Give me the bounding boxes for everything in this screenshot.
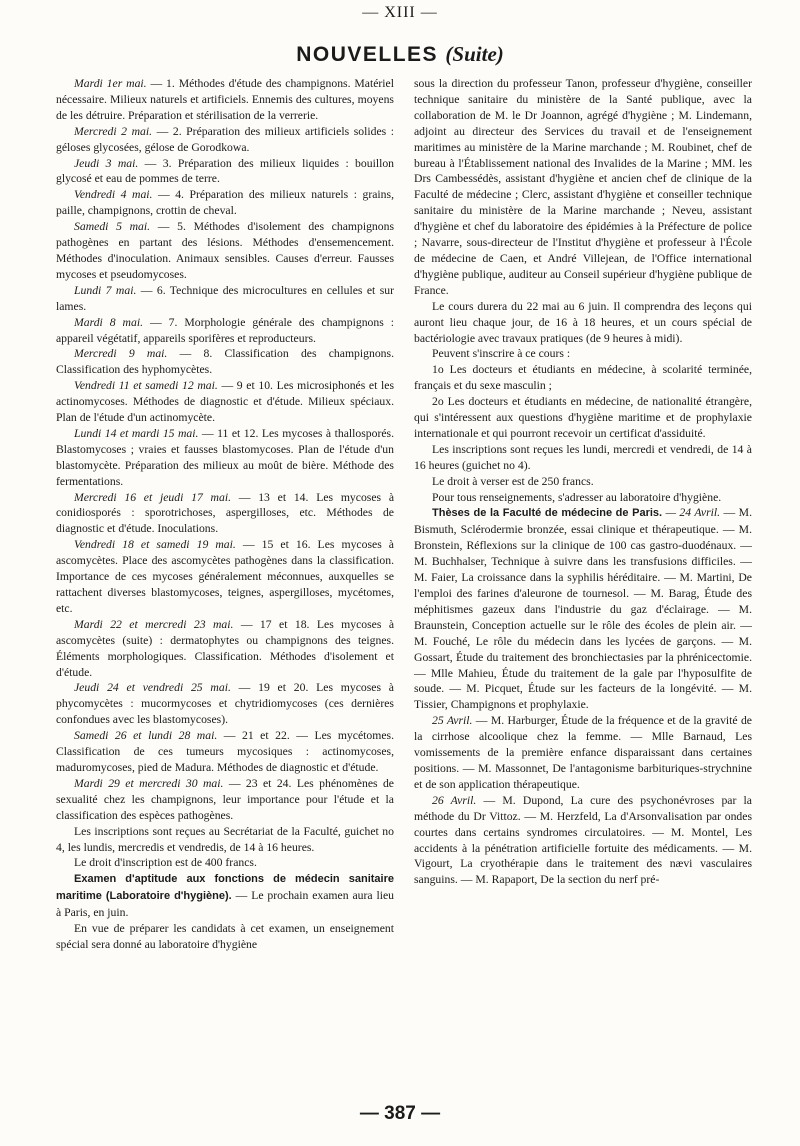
date-label: — 24 Avril.	[662, 506, 721, 520]
page-title	[0, 42, 800, 67]
paragraph-text: En vue de préparer les candidats à cet examen, un enseignement spécial sera donné au laboratoire d'hygiène	[56, 922, 394, 951]
paragraph-text: Le droit d'inscription est de 400 francs.	[74, 856, 257, 870]
date-label: Samedi 5 mai.	[74, 220, 151, 234]
title-suffix: (Suite)	[445, 42, 504, 66]
date-label: Vendredi 18 et samedi 19 mai.	[74, 538, 236, 552]
paragraph	[56, 776, 394, 824]
title-main: NOUVELLES	[296, 43, 439, 66]
date-label: 26 Avril.	[432, 793, 477, 807]
paragraph-text: — M. Bismuth, Sclérodermie bronzée, essai clinique et thérapeutique. — M. Bronstein, Réflexions sur la clinique de 100 cas gastro-duodénaux. — M. Buchhalser, Technique à suivre dans les transfusions difficiles. — M. Faier, La croissance dans la syphilis héréditaire. — M. Martini, De l'emploi des farines d'aleurone de tournesol. — M. Barag, Étude des méphitismes gazeux dans l'industrie du gaz d'éclairage. — M. Braunstein, Conception actuelle sur le rôle des écoles de plein air. — M. Fouché, Le rôle du médecin dans les lycées de garçons. — M. Gossart, Étude du traitement des bronchiectasies par la phrénicectomie. — Mlle Mahieu, Étude du traitement de la gale par l'hyposulfite de soude. — M. Picquet, Étude sur les facteurs de la longévité. — M. Tissier, Champignons et prophylaxie.	[414, 506, 752, 712]
paragraph-text: — 17 et 18. Les mycoses à ascomycètes (suite) : dermatophytes ou champignons des teignes. Éléments morphologiques. Classification. Méthodes d'isolement et d'étude.	[56, 617, 395, 679]
date-label: Mardi 8 mai.	[74, 315, 144, 329]
paragraph	[56, 156, 394, 188]
paragraph-text: — M. Harburger, Étude de la fréquence et de la gravité de la cirrhose alcoolique chez la femme. — Mlle Barnaud, Les vomissements de la première enfance disparaissant dans certaines positions. — M. Massonnet, De l'antagonisme barbituriques-strychnine et de son application thérapeutique.	[414, 714, 752, 791]
paragraph	[56, 490, 394, 538]
date-label: Mercredi 2 mai.	[74, 124, 153, 138]
right-column	[414, 76, 752, 888]
paragraph-text: — 4. Préparation des milieux naturels : grains, paille, champignons, crottin de cheval.	[56, 188, 394, 218]
paragraph	[56, 219, 394, 283]
paragraph	[414, 713, 752, 793]
paragraph	[56, 537, 394, 617]
paragraph	[56, 921, 394, 953]
paragraph	[56, 855, 394, 871]
date-label: Vendredi 4 mai.	[74, 188, 153, 202]
paragraph	[56, 76, 394, 124]
date-label: Vendredi 11 et samedi 12 mai.	[74, 379, 218, 393]
date-label: Mercredi 9 mai.	[74, 347, 168, 361]
paragraph	[414, 346, 752, 362]
paragraph	[414, 442, 752, 474]
paragraph-text: — 5. Méthodes d'isolement des champignons pathogènes en partant des lésions. Méthodes d'ensemencement. Méthodes d'inoculation. Animaux sensibles. Causes d'erreur. Fausses mycoses et pseudomycoses.	[56, 220, 395, 281]
paragraph	[414, 490, 752, 506]
paragraph-text: Les inscriptions sont reçues les lundi, mercredi et vendredi, de 14 à 16 heures (guichet no 4).	[414, 442, 752, 472]
paragraph	[56, 346, 394, 378]
date-label: Jeudi 24 et vendredi 25 mai.	[74, 681, 231, 695]
date-label: Mardi 1er mai.	[74, 77, 147, 90]
date-label: Samedi 26 et lundi 28 mai.	[74, 729, 218, 743]
date-label: Jeudi 3 mai.	[74, 156, 139, 170]
paragraph-text: — 15 et 16. Les mycoses à ascomycètes. Place des ascomycètes pathogènes dans la classification. Importance de ces mycoses généralement méconnues, auxquelles se rattachent diverses blastomycoses, teignes, aspergilloses, mycétomes, etc.	[56, 538, 394, 615]
paragraph-text: Pour tous renseignements, s'adresser au laboratoire d'hygiène.	[432, 490, 722, 504]
paragraph-text: 1o Les docteurs et étudiants en médecine, à scolarité terminée, français et du sexe masculin ;	[414, 363, 752, 393]
paragraph-text: Les inscriptions sont reçues au Secrétariat de la Faculté, guichet no 4, les lundis, mercredis et vendredis, de 14 à 16 heures.	[56, 824, 394, 854]
paragraph-text: Le cours durera du 22 mai au 6 juin. Il comprendra des leçons qui auront lieu chaque jour, de 16 à 18 heures, et un cours spécial de bactériologie avec travaux pratiques (de 9 heures à midi).	[414, 299, 752, 345]
paragraph	[56, 728, 394, 776]
paragraph	[56, 426, 394, 490]
date-label: Lundi 7 mai.	[74, 283, 137, 297]
paragraph	[56, 187, 394, 219]
paragraph-text: — 13 et 14. Les mycoses à conidiosporés : sporotrichoses, aspergilloses, etc. Méthodes de diagnostic et d'étude. Inoculations.	[56, 490, 395, 536]
paragraph	[56, 283, 394, 315]
paragraph-text: — 6. Technique des microcultures en cellules et sur lames.	[56, 283, 394, 313]
paragraph	[56, 871, 394, 921]
paragraph-text: Le droit à verser est de 250 francs.	[432, 474, 594, 488]
paragraph	[56, 824, 394, 856]
bold-heading: Examen d'aptitude aux fonctions de médecin sanitaire maritime (Laboratoire d'hygiène).	[56, 873, 394, 903]
paragraph-text: — 23 et 24. Les phénomènes de sexualité chez les champignons, leur importance pour l'étude et la classification des espèces pathogènes.	[56, 776, 394, 822]
paragraph-text: sous la direction du professeur Tanon, professeur d'hygiène, conseiller technique sanitaire du ministère de la Santé publique, avec la collaboration de M. le Dr Joannon, agrégé d'hygiène ; M. Lindemann, adjoint au directeur des Services du travail et de l'enseignement maritimes au ministère de la Marine marchande ; M. Roubinet, chef de bureau à l'Établissement national des Invalides de la Marine ; MM. les Drs Cambessédès, assistant d'hygiène et ancien chef de clinique de la Faculté de médecine ; Clerc, assistant d'hygiène et conseiller technique sanitaire du ministère de la Marine marchande ; Neveu, assistant d'hygiène et chef du laboratoire des épidémies à la Préfecture de police ; Navarre, sous-directeur de l'Institut d'hygiène et professeur à l'École de médecine de Caen, et André Villejean, de l'Office international d'hygiène publique, auditeur au Conseil supérieur d'hygiène publique de France.	[414, 77, 752, 297]
paragraph	[56, 680, 394, 728]
date-label: Mardi 29 et mercredi 30 mai.	[74, 776, 224, 790]
paragraph-text: Peuvent s'inscrire à ce cours :	[432, 347, 571, 361]
date-label: 25 Avril.	[432, 714, 473, 728]
roman-folio: — XIII —	[362, 4, 438, 21]
paragraph	[56, 617, 394, 681]
paragraph	[414, 793, 752, 888]
paragraph-text: — 7. Morphologie générale des champignons : appareil végétatif, appareils sporifères et reproducteurs.	[56, 315, 394, 345]
paragraph	[414, 299, 752, 347]
page-number: — 387 —	[359, 1103, 441, 1124]
paragraph-text: — 8. Classification des champignons. Classification des hyphomycètes.	[56, 347, 394, 377]
paragraph-text: — 9 et 10. Les microsiphonés et les actinomycoses. Méthodes de diagnostic et d'étude. Milieux spéciaux. Plan de l'étude d'un actinomycète.	[56, 379, 394, 425]
paragraph-text: — 3. Préparation des milieux liquides : bouillon glycosé et eau de pommes de terre.	[56, 156, 395, 186]
date-label: Mardi 22 et mercredi 23 mai.	[74, 617, 234, 631]
paragraph	[414, 76, 752, 299]
paragraph	[414, 362, 752, 394]
paragraph-text: — 1. Méthodes d'étude des champignons. Matériel nécessaire. Milieux naturels et artificiels. Ennemis des cultures, moyens de les détruire. Préparation et stérilisation de la verrerie.	[56, 77, 394, 122]
paragraph	[56, 378, 394, 426]
paragraph	[414, 474, 752, 490]
bold-heading: Thèses de la Faculté de médecine de Paris.	[432, 507, 663, 520]
date-label: Mercredi 16 et jeudi 17 mai.	[74, 490, 232, 504]
paragraph-text: — 21 et 22. — Les mycétomes. Classification de ces tumeurs mycosiques : actinomycoses, maduromycoses, pied de Madura. Méthodes de diagnostic et d'étude.	[56, 729, 394, 774]
paragraph-text: — 11 et 12. Les mycoses à thallosporés. Blastomycoses ; vraies et fausses blastomycoses. Plan de l'étude d'un blastomycète. Préparation des milieux au moût de bière. Méthode des fermentations.	[56, 426, 395, 488]
paragraph	[56, 124, 394, 156]
paragraph-text: 2o Les docteurs et étudiants en médecine, de nationalité étrangère, qui s'intéressent aux questions d'hygiène maritime et de prophylaxie internationale et qui pourront recevoir un certificat d'assiduité.	[414, 395, 752, 440]
paragraph	[414, 505, 752, 713]
paragraph-text: — M. Dupond, La cure des psychonévroses par la méthode du Dr Vittoz. — M. Herzfeld, La d'Arsonvalisation par ondes courtes dans certains syndromes circulatoires. — M. Montel, Les accidents à la pénétration artificielle fortuite des médicaments. — M. Vigourt, La cryothérapie dans le traitement des nævi vasculaires sanguins. — M. Rapaport, De la section du nerf pré-	[414, 793, 752, 887]
paragraph-text: — 2. Préparation des milieux artificiels solides : géloses glycosées, gélose de Gorodkowa.	[56, 124, 394, 154]
paragraph-text: — Le prochain examen aura lieu à Paris, en juin.	[56, 889, 394, 920]
date-label: Lundi 14 et mardi 15 mai.	[74, 426, 199, 440]
left-column	[56, 76, 394, 953]
paragraph-text: — 19 et 20. Les mycoses à phycomycètes : mucormycoses et chytridiomycoses (ces dernières confondues avec les blastomycoses).	[56, 681, 394, 727]
paragraph	[414, 394, 752, 442]
paragraph	[56, 315, 394, 347]
